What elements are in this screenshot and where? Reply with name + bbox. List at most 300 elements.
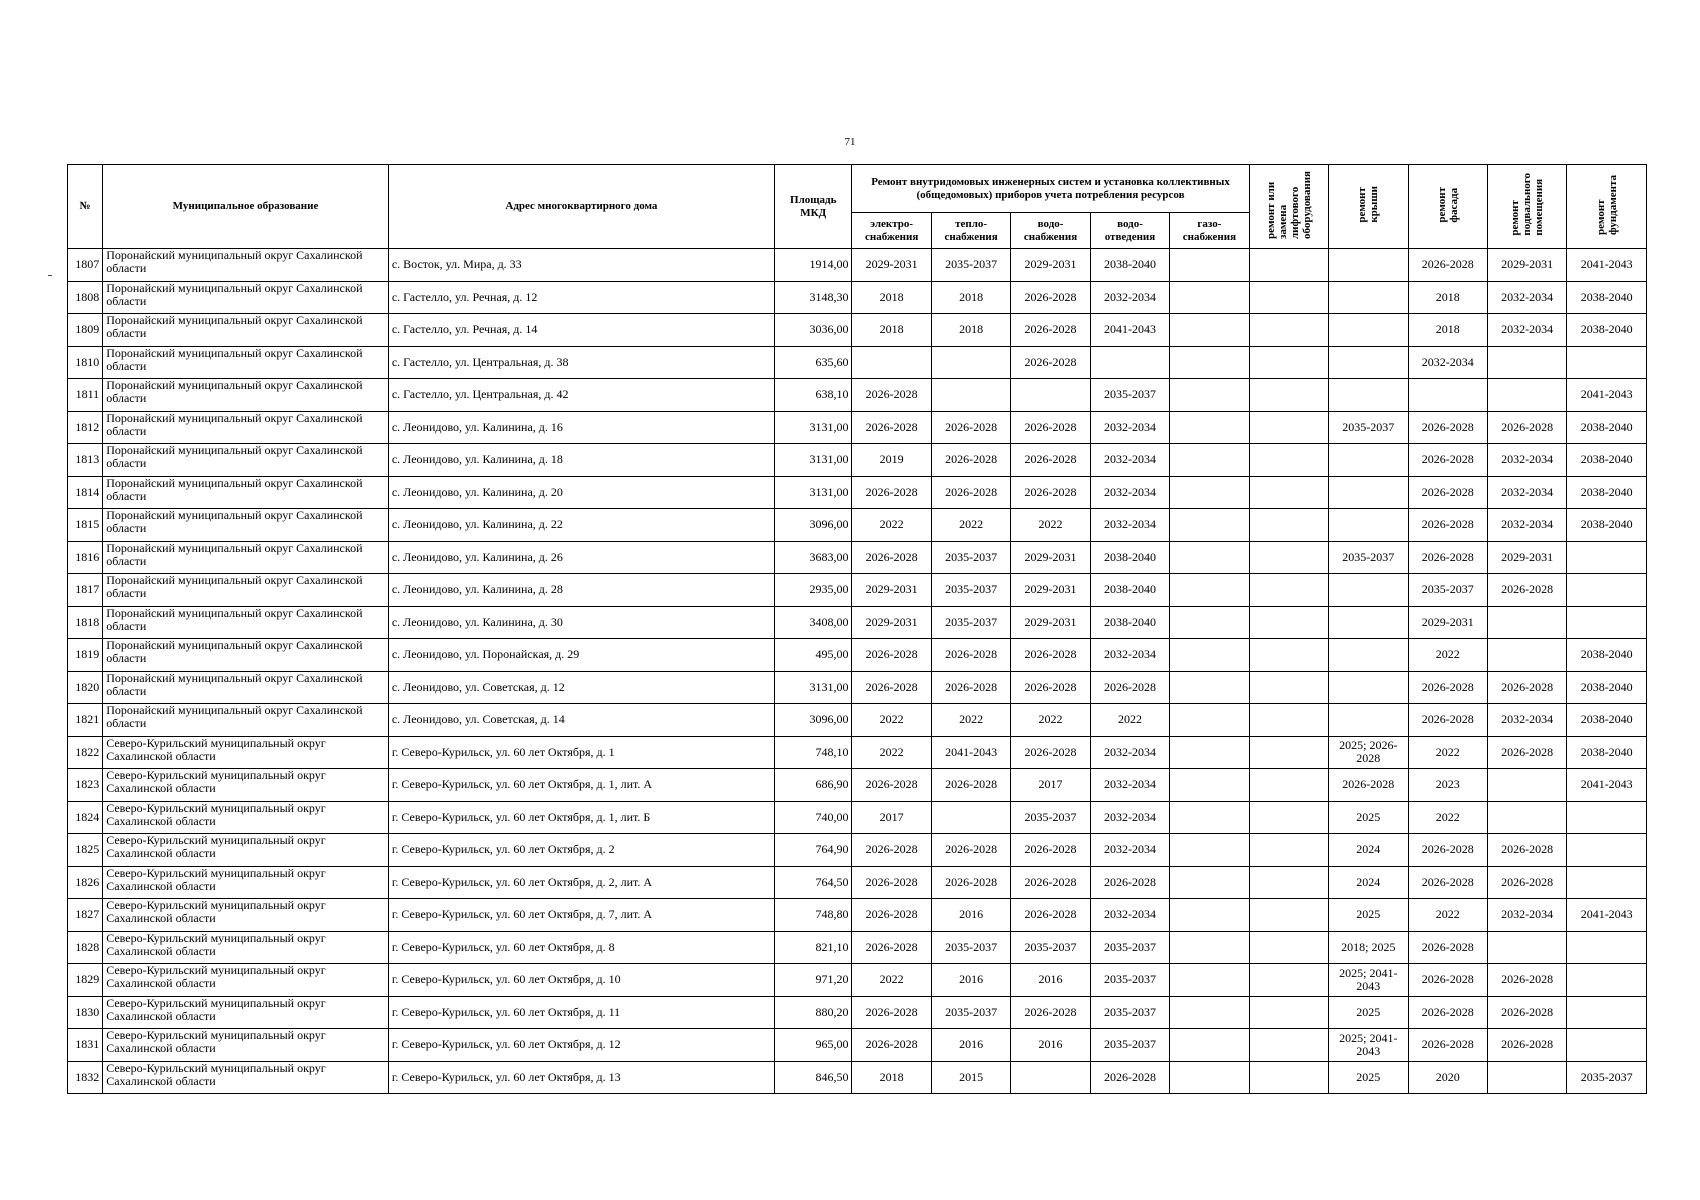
gas-cell bbox=[1170, 541, 1249, 574]
roof-cell: 2025 bbox=[1329, 1061, 1408, 1094]
municipality-cell: Поронайский муниципальный округ Сахалинской области bbox=[103, 606, 389, 639]
repair-schedule-table bbox=[67, 164, 1647, 1094]
table-row bbox=[68, 639, 1647, 672]
elevator-cell bbox=[1249, 249, 1328, 282]
table-row bbox=[68, 411, 1647, 444]
facade-cell: 2029-2031 bbox=[1408, 606, 1487, 639]
row-num: 1827 bbox=[68, 899, 103, 932]
municipality-cell: Поронайский муниципальный округ Сахалинской области bbox=[103, 281, 389, 314]
water-cell: 2026-2028 bbox=[1011, 736, 1090, 769]
facade-cell: 2023 bbox=[1408, 769, 1487, 802]
gas-cell bbox=[1170, 606, 1249, 639]
electric-cell: 2026-2028 bbox=[852, 411, 931, 444]
gas-cell bbox=[1170, 931, 1249, 964]
table-row bbox=[68, 1029, 1647, 1062]
facade-cell: 2018 bbox=[1408, 314, 1487, 347]
header-basement: ремонт подвального помещения bbox=[1487, 165, 1566, 249]
area-cell: 3683,00 bbox=[775, 541, 852, 574]
row-num: 1828 bbox=[68, 931, 103, 964]
electric-cell: 2026-2028 bbox=[852, 541, 931, 574]
roof-cell: 2024 bbox=[1329, 866, 1408, 899]
table-row bbox=[68, 736, 1647, 769]
heat-cell: 2026-2028 bbox=[931, 671, 1010, 704]
address-cell: г. Северо-Курильск, ул. 60 лет Октября, д. 1 bbox=[388, 736, 774, 769]
sewer-cell: 2032-2034 bbox=[1090, 899, 1169, 932]
table-row bbox=[68, 444, 1647, 477]
roof-cell bbox=[1329, 346, 1408, 379]
municipality-cell: Северо-Курильский муниципальный округ Сахалинской области bbox=[103, 736, 389, 769]
foundation-cell: 2038-2040 bbox=[1567, 444, 1647, 477]
table-row bbox=[68, 379, 1647, 412]
address-cell: г. Северо-Курильск, ул. 60 лет Октября, д. 12 bbox=[388, 1029, 774, 1062]
row-num: 1810 bbox=[68, 346, 103, 379]
water-cell: 2026-2028 bbox=[1011, 899, 1090, 932]
header-gas: газо- снабжения bbox=[1170, 213, 1249, 249]
address-cell: г. Северо-Курильск, ул. 60 лет Октября, д. 2 bbox=[388, 834, 774, 867]
row-num: 1816 bbox=[68, 541, 103, 574]
row-num: 1817 bbox=[68, 574, 103, 607]
facade-cell: 2026-2028 bbox=[1408, 964, 1487, 997]
roof-cell bbox=[1329, 671, 1408, 704]
area-cell: 965,00 bbox=[775, 1029, 852, 1062]
area-cell: 3096,00 bbox=[775, 509, 852, 542]
municipality-cell: Поронайский муниципальный округ Сахалинской области bbox=[103, 574, 389, 607]
municipality-cell: Северо-Курильский муниципальный округ Сахалинской области bbox=[103, 964, 389, 997]
elevator-cell bbox=[1249, 736, 1328, 769]
address-cell: с. Гастелло, ул. Речная, д. 12 bbox=[388, 281, 774, 314]
heat-cell: 2035-2037 bbox=[931, 541, 1010, 574]
elevator-cell bbox=[1249, 1061, 1328, 1094]
area-cell: 748,80 bbox=[775, 899, 852, 932]
elevator-cell bbox=[1249, 541, 1328, 574]
water-cell: 2016 bbox=[1011, 1029, 1090, 1062]
address-cell: с. Гастелло, ул. Речная, д. 14 bbox=[388, 314, 774, 347]
gas-cell bbox=[1170, 1061, 1249, 1094]
address-cell: с. Гастелло, ул. Центральная, д. 38 bbox=[388, 346, 774, 379]
elevator-cell bbox=[1249, 899, 1328, 932]
heat-cell: 2018 bbox=[931, 281, 1010, 314]
header-roof: ремонт крыши bbox=[1329, 165, 1408, 249]
elevator-cell bbox=[1249, 639, 1328, 672]
area-cell: 3131,00 bbox=[775, 671, 852, 704]
municipality-cell: Северо-Курильский муниципальный округ Сахалинской области bbox=[103, 996, 389, 1029]
elevator-cell bbox=[1249, 476, 1328, 509]
address-cell: с. Леонидово, ул. Советская, д. 12 bbox=[388, 671, 774, 704]
sewer-cell: 2038-2040 bbox=[1090, 606, 1169, 639]
basement-cell: 2032-2034 bbox=[1487, 444, 1566, 477]
municipality-cell: Поронайский муниципальный округ Сахалинской области bbox=[103, 411, 389, 444]
table-row bbox=[68, 964, 1647, 997]
sewer-cell: 2032-2034 bbox=[1090, 801, 1169, 834]
electric-cell: 2026-2028 bbox=[852, 769, 931, 802]
address-cell: с. Леонидово, ул. Калинина, д. 26 bbox=[388, 541, 774, 574]
sewer-cell: 2035-2037 bbox=[1090, 1029, 1169, 1062]
municipality-cell: Поронайский муниципальный округ Сахалинской области bbox=[103, 704, 389, 737]
gas-cell bbox=[1170, 1029, 1249, 1062]
water-cell: 2026-2028 bbox=[1011, 411, 1090, 444]
sewer-cell: 2038-2040 bbox=[1090, 574, 1169, 607]
sewer-cell: 2026-2028 bbox=[1090, 1061, 1169, 1094]
roof-cell bbox=[1329, 509, 1408, 542]
water-cell: 2026-2028 bbox=[1011, 314, 1090, 347]
heat-cell: 2026-2028 bbox=[931, 444, 1010, 477]
roof-cell bbox=[1329, 476, 1408, 509]
area-cell: 638,10 bbox=[775, 379, 852, 412]
heat-cell bbox=[931, 346, 1010, 379]
header-heat: тепло- снабжения bbox=[931, 213, 1010, 249]
row-num: 1809 bbox=[68, 314, 103, 347]
roof-cell bbox=[1329, 444, 1408, 477]
water-cell: 2035-2037 bbox=[1011, 801, 1090, 834]
basement-cell bbox=[1487, 769, 1566, 802]
municipality-cell: Северо-Курильский муниципальный округ Сахалинской области bbox=[103, 1061, 389, 1094]
area-cell: 748,10 bbox=[775, 736, 852, 769]
electric-cell: 2026-2028 bbox=[852, 476, 931, 509]
water-cell: 2029-2031 bbox=[1011, 249, 1090, 282]
sewer-cell: 2026-2028 bbox=[1090, 866, 1169, 899]
facade-cell: 2026-2028 bbox=[1408, 444, 1487, 477]
basement-cell: 2032-2034 bbox=[1487, 704, 1566, 737]
roof-cell: 2025; 2026-2028 bbox=[1329, 736, 1408, 769]
header-electric: электро- снабжения bbox=[852, 213, 931, 249]
address-cell: с. Леонидово, ул. Советская, д. 14 bbox=[388, 704, 774, 737]
electric-cell: 2026-2028 bbox=[852, 1029, 931, 1062]
basement-cell: 2026-2028 bbox=[1487, 1029, 1566, 1062]
foundation-cell bbox=[1567, 1029, 1647, 1062]
address-cell: с. Гастелло, ул. Центральная, д. 42 bbox=[388, 379, 774, 412]
area-cell: 764,90 bbox=[775, 834, 852, 867]
electric-cell bbox=[852, 346, 931, 379]
electric-cell: 2026-2028 bbox=[852, 866, 931, 899]
elevator-cell bbox=[1249, 411, 1328, 444]
row-num: 1823 bbox=[68, 769, 103, 802]
foundation-cell: 2038-2040 bbox=[1567, 476, 1647, 509]
row-num: 1822 bbox=[68, 736, 103, 769]
header-municipality: Муниципальное образование bbox=[103, 165, 389, 249]
roof-cell bbox=[1329, 281, 1408, 314]
header-elevator: ремонт или замена лифтового оборудования bbox=[1249, 165, 1328, 249]
heat-cell: 2035-2037 bbox=[931, 996, 1010, 1029]
heat-cell: 2015 bbox=[931, 1061, 1010, 1094]
table-body bbox=[68, 249, 1647, 1094]
heat-cell: 2022 bbox=[931, 704, 1010, 737]
sewer-cell: 2022 bbox=[1090, 704, 1169, 737]
sewer-cell: 2032-2034 bbox=[1090, 509, 1169, 542]
foundation-cell bbox=[1567, 996, 1647, 1029]
area-cell: 1914,00 bbox=[775, 249, 852, 282]
heat-cell: 2035-2037 bbox=[931, 606, 1010, 639]
water-cell bbox=[1011, 379, 1090, 412]
basement-cell: 2026-2028 bbox=[1487, 964, 1566, 997]
roof-cell bbox=[1329, 639, 1408, 672]
municipality-cell: Северо-Курильский муниципальный округ Сахалинской области bbox=[103, 899, 389, 932]
water-cell: 2022 bbox=[1011, 704, 1090, 737]
area-cell: 495,00 bbox=[775, 639, 852, 672]
table-row bbox=[68, 606, 1647, 639]
table-row bbox=[68, 574, 1647, 607]
facade-cell: 2026-2028 bbox=[1408, 411, 1487, 444]
basement-cell bbox=[1487, 346, 1566, 379]
basement-cell bbox=[1487, 379, 1566, 412]
municipality-cell: Северо-Курильский муниципальный округ Сахалинской области bbox=[103, 866, 389, 899]
municipality-cell: Поронайский муниципальный округ Сахалинской области bbox=[103, 639, 389, 672]
address-cell: г. Северо-Курильск, ул. 60 лет Октября, д. 1, лит. А bbox=[388, 769, 774, 802]
gas-cell bbox=[1170, 801, 1249, 834]
address-cell: г. Северо-Курильск, ул. 60 лет Октября, д. 7, лит. А bbox=[388, 899, 774, 932]
table-row bbox=[68, 541, 1647, 574]
electric-cell: 2019 bbox=[852, 444, 931, 477]
area-cell: 740,00 bbox=[775, 801, 852, 834]
roof-cell bbox=[1329, 249, 1408, 282]
water-cell: 2026-2028 bbox=[1011, 671, 1090, 704]
header-water: водо- снабжения bbox=[1011, 213, 1090, 249]
electric-cell: 2026-2028 bbox=[852, 639, 931, 672]
electric-cell: 2029-2031 bbox=[852, 574, 931, 607]
heat-cell: 2035-2037 bbox=[931, 574, 1010, 607]
basement-cell: 2026-2028 bbox=[1487, 834, 1566, 867]
gas-cell bbox=[1170, 281, 1249, 314]
table-row bbox=[68, 931, 1647, 964]
foundation-cell bbox=[1567, 346, 1647, 379]
heat-cell: 2026-2028 bbox=[931, 476, 1010, 509]
address-cell: с. Леонидово, ул. Калинина, д. 28 bbox=[388, 574, 774, 607]
sewer-cell: 2038-2040 bbox=[1090, 249, 1169, 282]
heat-cell: 2016 bbox=[931, 899, 1010, 932]
table-row bbox=[68, 866, 1647, 899]
margin-mark bbox=[48, 275, 52, 276]
area-cell: 3036,00 bbox=[775, 314, 852, 347]
header-sewer: водо- отведения bbox=[1090, 213, 1169, 249]
water-cell bbox=[1011, 1061, 1090, 1094]
water-cell: 2026-2028 bbox=[1011, 639, 1090, 672]
row-num: 1826 bbox=[68, 866, 103, 899]
basement-cell bbox=[1487, 606, 1566, 639]
gas-cell bbox=[1170, 314, 1249, 347]
water-cell: 2035-2037 bbox=[1011, 931, 1090, 964]
facade-cell: 2018 bbox=[1408, 281, 1487, 314]
foundation-cell: 2038-2040 bbox=[1567, 281, 1647, 314]
row-num: 1824 bbox=[68, 801, 103, 834]
foundation-cell: 2035-2037 bbox=[1567, 1061, 1647, 1094]
foundation-cell: 2038-2040 bbox=[1567, 314, 1647, 347]
roof-cell: 2025; 2041-2043 bbox=[1329, 964, 1408, 997]
electric-cell: 2022 bbox=[852, 509, 931, 542]
facade-cell: 2026-2028 bbox=[1408, 866, 1487, 899]
address-cell: г. Северо-Курильск, ул. 60 лет Октября, д. 13 bbox=[388, 1061, 774, 1094]
heat-cell bbox=[931, 801, 1010, 834]
water-cell: 2017 bbox=[1011, 769, 1090, 802]
elevator-cell bbox=[1249, 866, 1328, 899]
heat-cell: 2018 bbox=[931, 314, 1010, 347]
municipality-cell: Поронайский муниципальный округ Сахалинской области bbox=[103, 314, 389, 347]
heat-cell: 2041-2043 bbox=[931, 736, 1010, 769]
elevator-cell bbox=[1249, 509, 1328, 542]
municipality-cell: Северо-Курильский муниципальный округ Сахалинской области bbox=[103, 1029, 389, 1062]
area-cell: 3148,30 bbox=[775, 281, 852, 314]
facade-cell: 2022 bbox=[1408, 736, 1487, 769]
roof-cell: 2025 bbox=[1329, 899, 1408, 932]
roof-cell bbox=[1329, 704, 1408, 737]
foundation-cell: 2041-2043 bbox=[1567, 899, 1647, 932]
row-num: 1811 bbox=[68, 379, 103, 412]
sewer-cell: 2032-2034 bbox=[1090, 476, 1169, 509]
table-row bbox=[68, 314, 1647, 347]
municipality-cell: Поронайский муниципальный округ Сахалинской области bbox=[103, 346, 389, 379]
basement-cell bbox=[1487, 1061, 1566, 1094]
heat-cell: 2016 bbox=[931, 964, 1010, 997]
foundation-cell bbox=[1567, 834, 1647, 867]
area-cell: 3408,00 bbox=[775, 606, 852, 639]
table-row bbox=[68, 1061, 1647, 1094]
basement-cell: 2026-2028 bbox=[1487, 996, 1566, 1029]
sewer-cell: 2032-2034 bbox=[1090, 736, 1169, 769]
foundation-cell: 2041-2043 bbox=[1567, 249, 1647, 282]
water-cell: 2016 bbox=[1011, 964, 1090, 997]
row-num: 1814 bbox=[68, 476, 103, 509]
address-cell: с. Леонидово, ул. Калинина, д. 22 bbox=[388, 509, 774, 542]
address-cell: г. Северо-Курильск, ул. 60 лет Октября, д. 2, лит. А bbox=[388, 866, 774, 899]
gas-cell bbox=[1170, 346, 1249, 379]
row-num: 1830 bbox=[68, 996, 103, 1029]
water-cell: 2029-2031 bbox=[1011, 541, 1090, 574]
facade-cell: 2020 bbox=[1408, 1061, 1487, 1094]
municipality-cell: Поронайский муниципальный округ Сахалинской области bbox=[103, 671, 389, 704]
municipality-cell: Поронайский муниципальный округ Сахалинской области bbox=[103, 541, 389, 574]
electric-cell: 2018 bbox=[852, 1061, 931, 1094]
sewer-cell: 2032-2034 bbox=[1090, 769, 1169, 802]
electric-cell: 2022 bbox=[852, 704, 931, 737]
water-cell: 2026-2028 bbox=[1011, 834, 1090, 867]
gas-cell bbox=[1170, 866, 1249, 899]
basement-cell: 2032-2034 bbox=[1487, 509, 1566, 542]
facade-cell: 2022 bbox=[1408, 801, 1487, 834]
water-cell: 2022 bbox=[1011, 509, 1090, 542]
foundation-cell: 2041-2043 bbox=[1567, 379, 1647, 412]
roof-cell bbox=[1329, 606, 1408, 639]
elevator-cell bbox=[1249, 964, 1328, 997]
table-row bbox=[68, 996, 1647, 1029]
sewer-cell: 2032-2034 bbox=[1090, 639, 1169, 672]
elevator-cell bbox=[1249, 996, 1328, 1029]
area-cell: 971,20 bbox=[775, 964, 852, 997]
address-cell: г. Северо-Курильск, ул. 60 лет Октября, д. 8 bbox=[388, 931, 774, 964]
roof-cell: 2025 bbox=[1329, 801, 1408, 834]
municipality-cell: Северо-Курильский муниципальный округ Сахалинской области bbox=[103, 801, 389, 834]
heat-cell: 2026-2028 bbox=[931, 411, 1010, 444]
table-row bbox=[68, 834, 1647, 867]
address-cell: с. Леонидово, ул. Калинина, д. 16 bbox=[388, 411, 774, 444]
water-cell: 2026-2028 bbox=[1011, 866, 1090, 899]
address-cell: с. Леонидово, ул. Калинина, д. 30 bbox=[388, 606, 774, 639]
gas-cell bbox=[1170, 444, 1249, 477]
row-num: 1821 bbox=[68, 704, 103, 737]
electric-cell: 2018 bbox=[852, 314, 931, 347]
roof-cell: 2025 bbox=[1329, 996, 1408, 1029]
foundation-cell: 2038-2040 bbox=[1567, 736, 1647, 769]
row-num: 1819 bbox=[68, 639, 103, 672]
facade-cell: 2035-2037 bbox=[1408, 574, 1487, 607]
elevator-cell bbox=[1249, 931, 1328, 964]
basement-cell bbox=[1487, 639, 1566, 672]
area-cell: 3131,00 bbox=[775, 476, 852, 509]
elevator-cell bbox=[1249, 834, 1328, 867]
header-area: Площадь МКД bbox=[775, 165, 852, 249]
area-cell: 3096,00 bbox=[775, 704, 852, 737]
water-cell: 2029-2031 bbox=[1011, 574, 1090, 607]
elevator-cell bbox=[1249, 671, 1328, 704]
electric-cell: 2018 bbox=[852, 281, 931, 314]
address-cell: с. Леонидово, ул. Калинина, д. 20 bbox=[388, 476, 774, 509]
area-cell: 686,90 bbox=[775, 769, 852, 802]
electric-cell: 2026-2028 bbox=[852, 834, 931, 867]
heat-cell: 2016 bbox=[931, 1029, 1010, 1062]
basement-cell: 2032-2034 bbox=[1487, 476, 1566, 509]
elevator-cell bbox=[1249, 444, 1328, 477]
elevator-cell bbox=[1249, 769, 1328, 802]
municipality-cell: Поронайский муниципальный округ Сахалинской области bbox=[103, 444, 389, 477]
area-cell: 880,20 bbox=[775, 996, 852, 1029]
row-num: 1813 bbox=[68, 444, 103, 477]
area-cell: 846,50 bbox=[775, 1061, 852, 1094]
facade-cell: 2026-2028 bbox=[1408, 996, 1487, 1029]
sewer-cell: 2032-2034 bbox=[1090, 834, 1169, 867]
foundation-cell bbox=[1567, 606, 1647, 639]
roof-cell: 2035-2037 bbox=[1329, 541, 1408, 574]
gas-cell bbox=[1170, 476, 1249, 509]
facade-cell: 2032-2034 bbox=[1408, 346, 1487, 379]
roof-cell: 2035-2037 bbox=[1329, 411, 1408, 444]
gas-cell bbox=[1170, 249, 1249, 282]
address-cell: с. Леонидово, ул. Поронайская, д. 29 bbox=[388, 639, 774, 672]
heat-cell: 2035-2037 bbox=[931, 249, 1010, 282]
facade-cell: 2026-2028 bbox=[1408, 671, 1487, 704]
foundation-cell: 2038-2040 bbox=[1567, 411, 1647, 444]
roof-cell: 2025; 2041-2043 bbox=[1329, 1029, 1408, 1062]
roof-cell: 2024 bbox=[1329, 834, 1408, 867]
gas-cell bbox=[1170, 899, 1249, 932]
municipality-cell: Поронайский муниципальный округ Сахалинской области bbox=[103, 379, 389, 412]
facade-cell: 2026-2028 bbox=[1408, 1029, 1487, 1062]
electric-cell: 2026-2028 bbox=[852, 996, 931, 1029]
sewer-cell: 2032-2034 bbox=[1090, 281, 1169, 314]
sewer-cell: 2035-2037 bbox=[1090, 996, 1169, 1029]
row-num: 1829 bbox=[68, 964, 103, 997]
elevator-cell bbox=[1249, 281, 1328, 314]
gas-cell bbox=[1170, 769, 1249, 802]
electric-cell: 2029-2031 bbox=[852, 249, 931, 282]
water-cell: 2026-2028 bbox=[1011, 281, 1090, 314]
basement-cell: 2032-2034 bbox=[1487, 899, 1566, 932]
sewer-cell: 2032-2034 bbox=[1090, 411, 1169, 444]
area-cell: 3131,00 bbox=[775, 444, 852, 477]
water-cell: 2026-2028 bbox=[1011, 476, 1090, 509]
row-num: 1815 bbox=[68, 509, 103, 542]
basement-cell: 2029-2031 bbox=[1487, 249, 1566, 282]
foundation-cell: 2041-2043 bbox=[1567, 769, 1647, 802]
basement-cell: 2032-2034 bbox=[1487, 281, 1566, 314]
water-cell: 2026-2028 bbox=[1011, 996, 1090, 1029]
foundation-cell bbox=[1567, 866, 1647, 899]
foundation-cell bbox=[1567, 931, 1647, 964]
foundation-cell bbox=[1567, 541, 1647, 574]
elevator-cell bbox=[1249, 704, 1328, 737]
sewer-cell: 2026-2028 bbox=[1090, 671, 1169, 704]
table-row bbox=[68, 769, 1647, 802]
basement-cell: 2026-2028 bbox=[1487, 574, 1566, 607]
sewer-cell: 2038-2040 bbox=[1090, 541, 1169, 574]
municipality-cell: Поронайский муниципальный округ Сахалинской области bbox=[103, 509, 389, 542]
sewer-cell: 2032-2034 bbox=[1090, 444, 1169, 477]
